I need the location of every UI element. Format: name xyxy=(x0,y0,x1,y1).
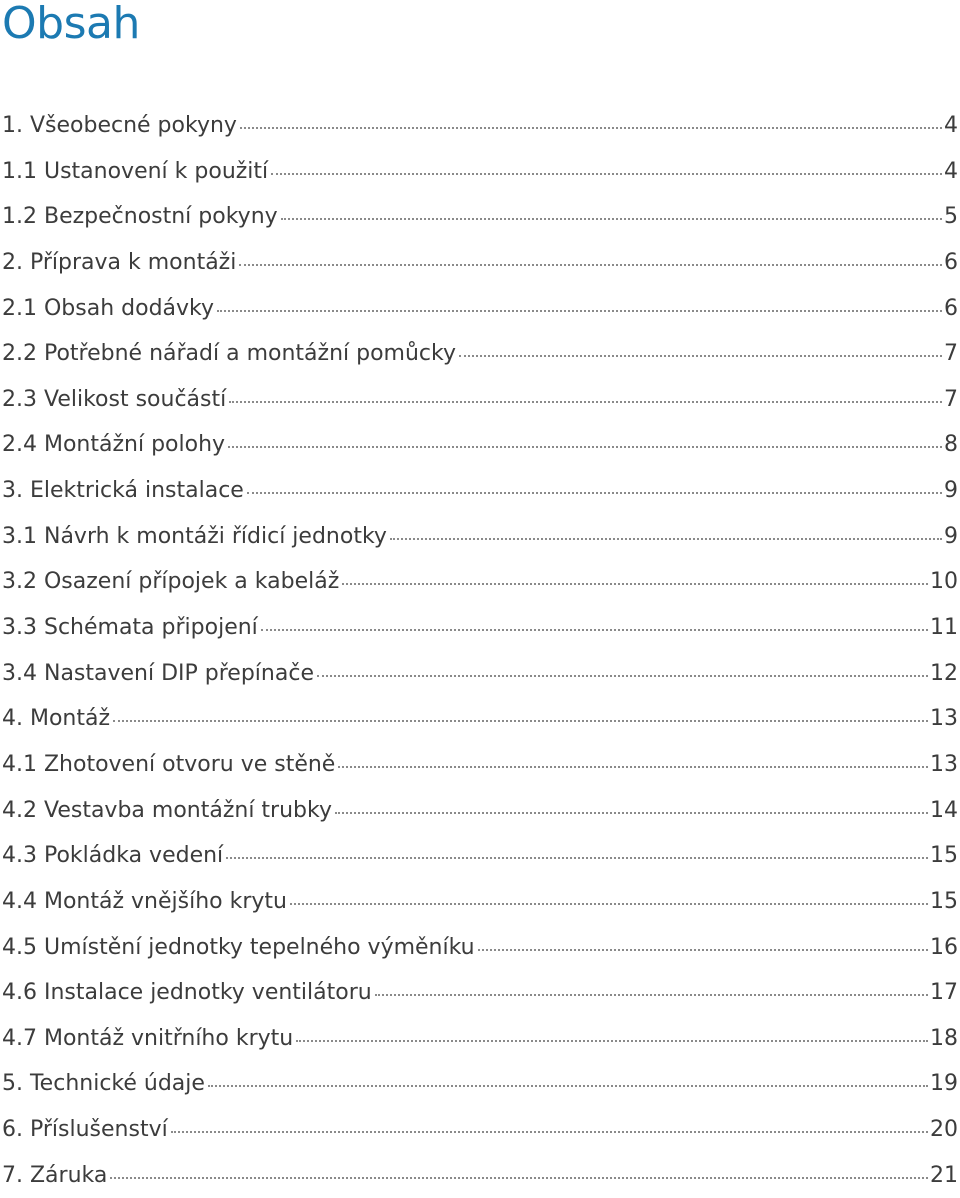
toc-leader-dots xyxy=(208,1085,928,1087)
toc-entry-label: 3.1 Návrh k montáži řídicí jednotky xyxy=(2,523,387,549)
toc-entry[interactable] xyxy=(0,833,958,879)
toc-entry[interactable] xyxy=(0,651,958,697)
page-title: Obsah xyxy=(2,0,140,49)
toc-entry-page: 17 xyxy=(930,980,958,1006)
toc-leader-dots xyxy=(338,766,928,768)
toc-leader-dots xyxy=(217,310,942,312)
toc-entry[interactable] xyxy=(0,1061,958,1107)
toc-entry-page: 4 xyxy=(944,113,958,138)
toc-entry-page: 13 xyxy=(930,751,958,777)
toc-entry[interactable] xyxy=(0,742,958,788)
toc-leader-dots xyxy=(113,720,928,722)
toc-entry[interactable] xyxy=(0,970,958,1016)
toc-entry[interactable] xyxy=(0,1016,958,1062)
toc-entry-label: 2.3 Velikost součástí xyxy=(2,386,227,412)
toc-entry-label: 2.4 Montážní polohy xyxy=(2,432,226,458)
toc-leader-dots xyxy=(296,1040,928,1042)
toc-leader-dots xyxy=(228,446,942,448)
toc-entry-page: 12 xyxy=(930,660,958,686)
toc-entry[interactable] xyxy=(0,925,958,971)
toc-leader-dots xyxy=(478,949,928,951)
toc-leader-dots xyxy=(239,264,942,266)
toc-leader-dots xyxy=(247,492,942,494)
toc-leader-dots xyxy=(281,218,942,220)
toc-entry-label: 3. Elektrická instalace xyxy=(2,478,244,504)
toc-entry-label: 1.1 Ustanovení k použití xyxy=(2,158,269,184)
toc-entry[interactable] xyxy=(0,696,958,742)
toc-entry-label: 3.4 Nastavení DIP přepínače xyxy=(2,660,314,686)
toc-entry-label: 2.2 Potřebné nářadí a montážní pomůcky xyxy=(2,341,456,367)
toc-entry-label: 4.1 Zhotovení otvoru ve stěně xyxy=(2,751,336,777)
toc-entry[interactable] xyxy=(0,514,958,560)
toc-entry-page: 15 xyxy=(930,843,958,869)
toc-entry-page: 6 xyxy=(944,295,958,321)
toc-leader-dots xyxy=(390,538,942,540)
toc-leader-dots xyxy=(110,1177,928,1179)
toc-entry-page: 20 xyxy=(930,1117,958,1143)
toc-entry-page: 10 xyxy=(930,569,958,595)
toc-entry[interactable] xyxy=(0,788,958,834)
toc-entry-label: 6. Příslušenství xyxy=(2,1117,168,1143)
toc-leader-dots xyxy=(375,994,928,996)
toc-entry-page: 15 xyxy=(930,888,958,914)
toc-entry-page: 9 xyxy=(944,478,958,504)
toc-entry[interactable] xyxy=(0,879,958,925)
toc-entry-page: 4 xyxy=(944,158,958,184)
toc-entry[interactable] xyxy=(0,149,958,195)
toc-entry-label: 4.4 Montáž vnějšího krytu xyxy=(2,888,287,914)
toc-entry-label: 4.5 Umístění jednotky tepelného výměníku xyxy=(2,934,475,960)
toc-leader-dots xyxy=(271,173,942,175)
toc-leader-dots xyxy=(171,1131,928,1133)
toc-entry[interactable] xyxy=(0,194,958,240)
toc-leader-dots xyxy=(290,903,928,905)
toc-leader-dots xyxy=(226,857,928,859)
toc-entry-page: 18 xyxy=(930,1025,958,1051)
toc-entry-label: 3.3 Schémata připojení xyxy=(2,615,258,641)
toc-entry[interactable] xyxy=(0,468,958,514)
toc-entry-label: 4. Montáž xyxy=(2,706,111,732)
toc-leader-dots xyxy=(459,355,942,357)
toc-leader-dots xyxy=(240,127,942,129)
table-of-contents xyxy=(0,103,958,1198)
toc-leader-dots xyxy=(261,629,928,631)
toc-entry-label: 1.2 Bezpečnostní pokyny xyxy=(2,204,278,230)
toc-entry[interactable] xyxy=(0,422,958,468)
toc-entry-label: 4.3 Pokládka vedení xyxy=(2,843,224,869)
toc-entry-page: 19 xyxy=(930,1071,958,1097)
toc-entry-label: 2. Příprava k montáži xyxy=(2,249,237,275)
toc-entry[interactable] xyxy=(0,240,958,286)
toc-entry[interactable] xyxy=(0,1107,958,1153)
toc-entry-label: 3.2 Osazení přípojek a kabeláž xyxy=(2,569,340,595)
toc-entry-page: 5 xyxy=(944,204,958,230)
toc-leader-dots xyxy=(317,675,928,677)
toc-entry-label: 1. Všeobecné pokyny xyxy=(2,113,237,138)
toc-entry-page: 21 xyxy=(930,1162,958,1188)
toc-entry-label: 4.7 Montáž vnitřního krytu xyxy=(2,1025,294,1051)
toc-entry[interactable] xyxy=(0,1153,958,1198)
toc-entry[interactable] xyxy=(0,331,958,377)
toc-entry-page: 14 xyxy=(930,797,958,823)
toc-entry-label: 2.1 Obsah dodávky xyxy=(2,295,215,321)
toc-entry[interactable] xyxy=(0,605,958,651)
toc-leader-dots xyxy=(335,812,928,814)
toc-entry[interactable] xyxy=(0,103,958,149)
toc-entry-page: 11 xyxy=(930,615,958,641)
toc-entry-label: 7. Záruka xyxy=(2,1162,108,1188)
toc-entry-label: 5. Technické údaje xyxy=(2,1071,205,1097)
toc-entry-page: 8 xyxy=(944,432,958,458)
toc-entry-page: 13 xyxy=(930,706,958,732)
toc-entry-page: 7 xyxy=(944,341,958,367)
toc-entry-label: 4.6 Instalace jednotky ventilátoru xyxy=(2,980,372,1006)
toc-leader-dots xyxy=(342,583,928,585)
toc-entry[interactable] xyxy=(0,377,958,423)
toc-entry-page: 7 xyxy=(944,386,958,412)
toc-entry[interactable] xyxy=(0,286,958,332)
toc-entry-page: 16 xyxy=(930,934,958,960)
toc-entry-label: 4.2 Vestavba montážní trubky xyxy=(2,797,332,823)
toc-leader-dots xyxy=(229,401,942,403)
toc-entry-page: 9 xyxy=(944,523,958,549)
toc-entry[interactable] xyxy=(0,559,958,605)
toc-entry-page: 6 xyxy=(944,249,958,275)
